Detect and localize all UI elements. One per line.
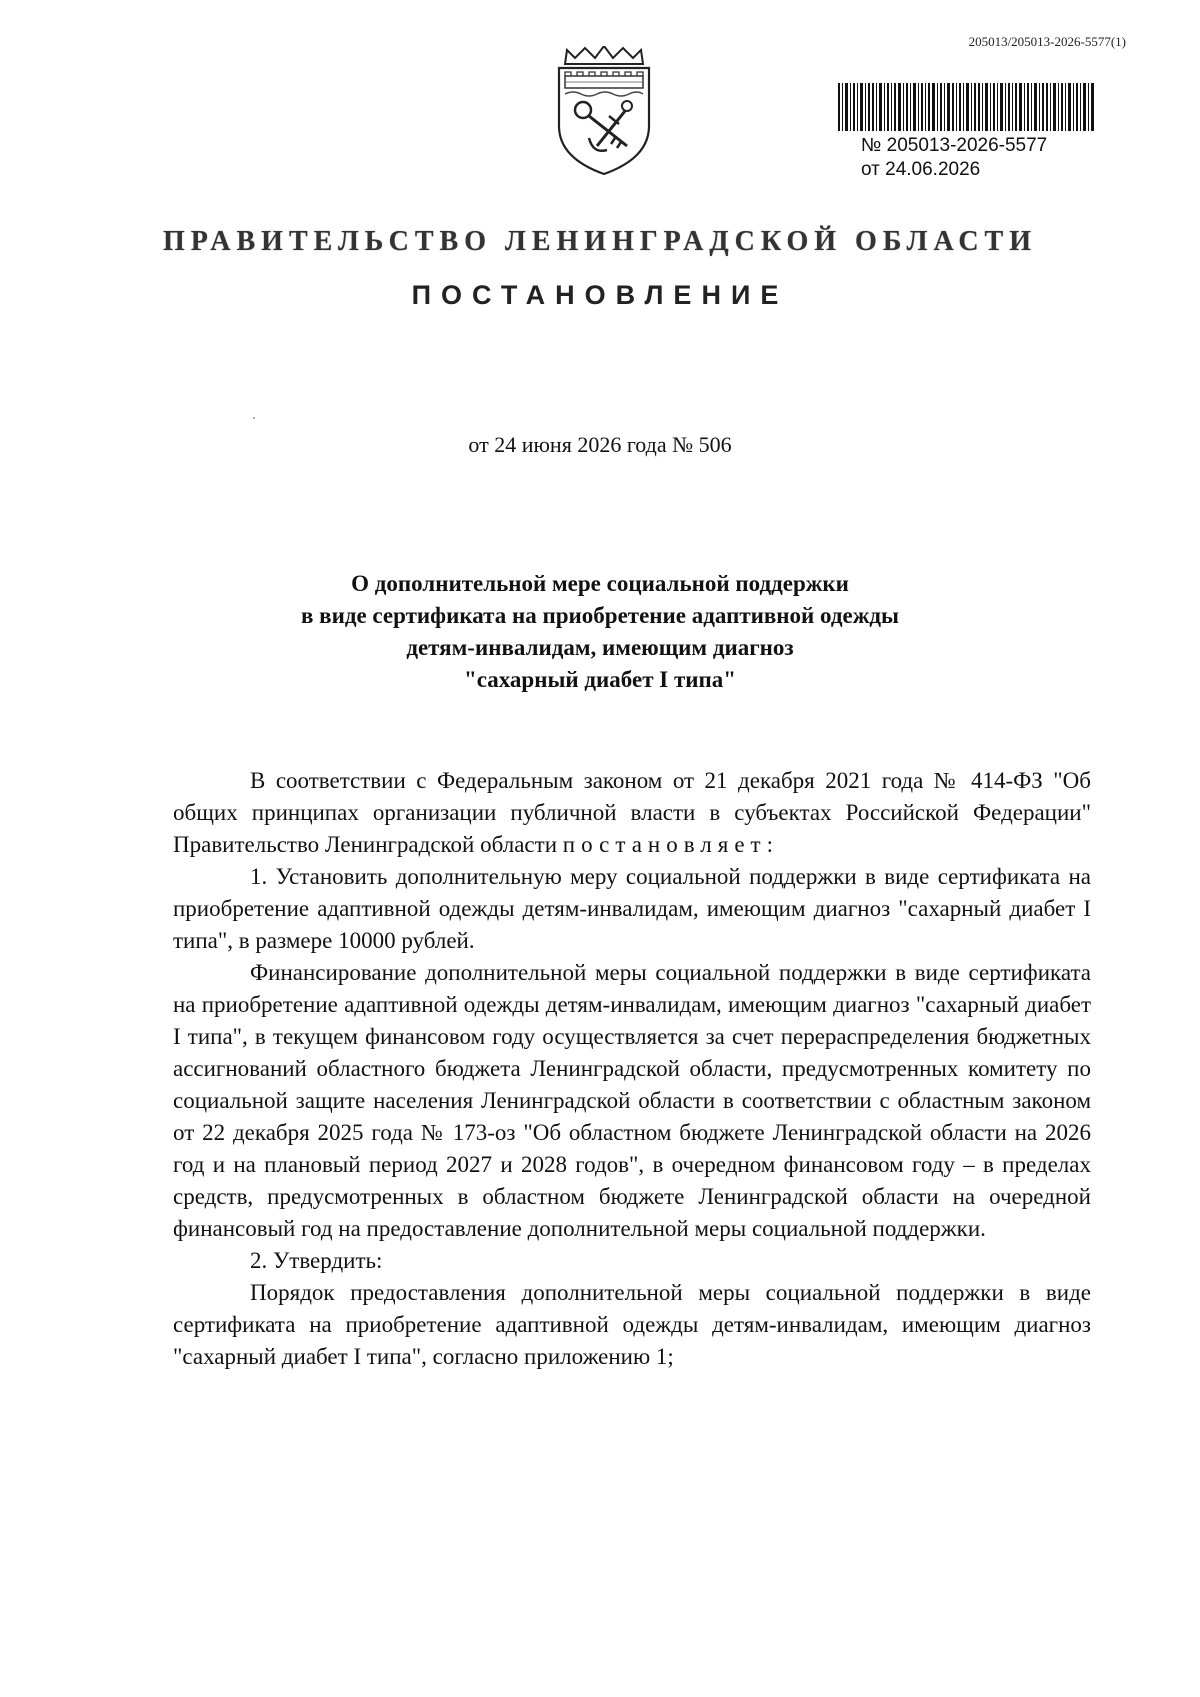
barcode-icon — [838, 83, 1094, 131]
registration-date: от 24.06.2026 — [861, 159, 981, 180]
preamble-paragraph — [173, 765, 1091, 861]
document-id: 205013/205013-2026-5577(1) — [968, 34, 1126, 49]
subject-line: "сахарный диабет I типа" — [463, 667, 737, 692]
subject-line: детям-инвалидам, имеющим диагноз — [406, 635, 794, 660]
document-type: ПОСТАНОВЛЕНИЕ — [411, 280, 789, 310]
decree-word: постановляет: — [562, 832, 779, 857]
coat-of-arms-icon — [553, 46, 655, 176]
clause-2-paragraph: 2. Утвердить: — [250, 1248, 383, 1273]
clause-1-paragraph: 1. Установить дополнительную меру социальной поддержки в виде сертификата на приобретение адаптивной одежды детям-инвалидам, имеющим диагноз "сахарный диабет I типа", в размере 10000 рублей. — [173, 864, 1091, 953]
subject-line: О дополнительной мере социальной поддержки — [351, 571, 849, 596]
resolution-date-number: от 24 июня 2026 года № 506 — [468, 432, 732, 457]
financing-paragraph: Финансирование дополнительной меры социальной поддержки в виде сертификата на приобретение адаптивной одежды детям-инвалидам, имеющим диагноз "сахарный диабет I типа", в текущем финансовом году осуществляется за счет перераспределения бюджетных ассигнований областного бюджета Ленинградской области, предусмотренных комитету по социальной защите населения Ленинградской области в соответствии с областным законом от 22 декабря 2025 года № 173-оз "Об областном бюджете Ленинградской области на 2026 год и на плановый период 2027 и 2028 годов", в очередном финансовом году – в пределах средств, предусмотренных в областном бюджете Ленинградской области на очередной финансовый год на предоставление дополнительной меры социальной поддержки. — [173, 960, 1091, 1241]
resolution-body — [173, 765, 1091, 1373]
scan-speck — [253, 417, 255, 419]
preamble-text: В соответствии с Федеральным законом от 21 декабря 2021 года № 414-ФЗ "Об общих принципах организации публичной власти в субъектах Российской Федерации" Правительство Ленинградской области — [173, 768, 1091, 857]
procedure-paragraph: Порядок предоставления дополнительной меры социальной поддержки в виде сертификата на приобретение адаптивной одежды детям-инвалидам, имеющим диагноз "сахарный диабет I типа", согласно приложению 1; — [173, 1280, 1091, 1369]
registration-number: № 205013-2026-5577 — [861, 135, 1048, 156]
government-title: ПРАВИТЕЛЬСТВО ЛЕНИНГРАДСКОЙ ОБЛАСТИ — [162, 226, 1038, 257]
subject-line: в виде сертификата на приобретение адаптивной одежды — [301, 603, 899, 628]
resolution-subject — [0, 568, 1200, 696]
registration-block — [861, 134, 1047, 182]
